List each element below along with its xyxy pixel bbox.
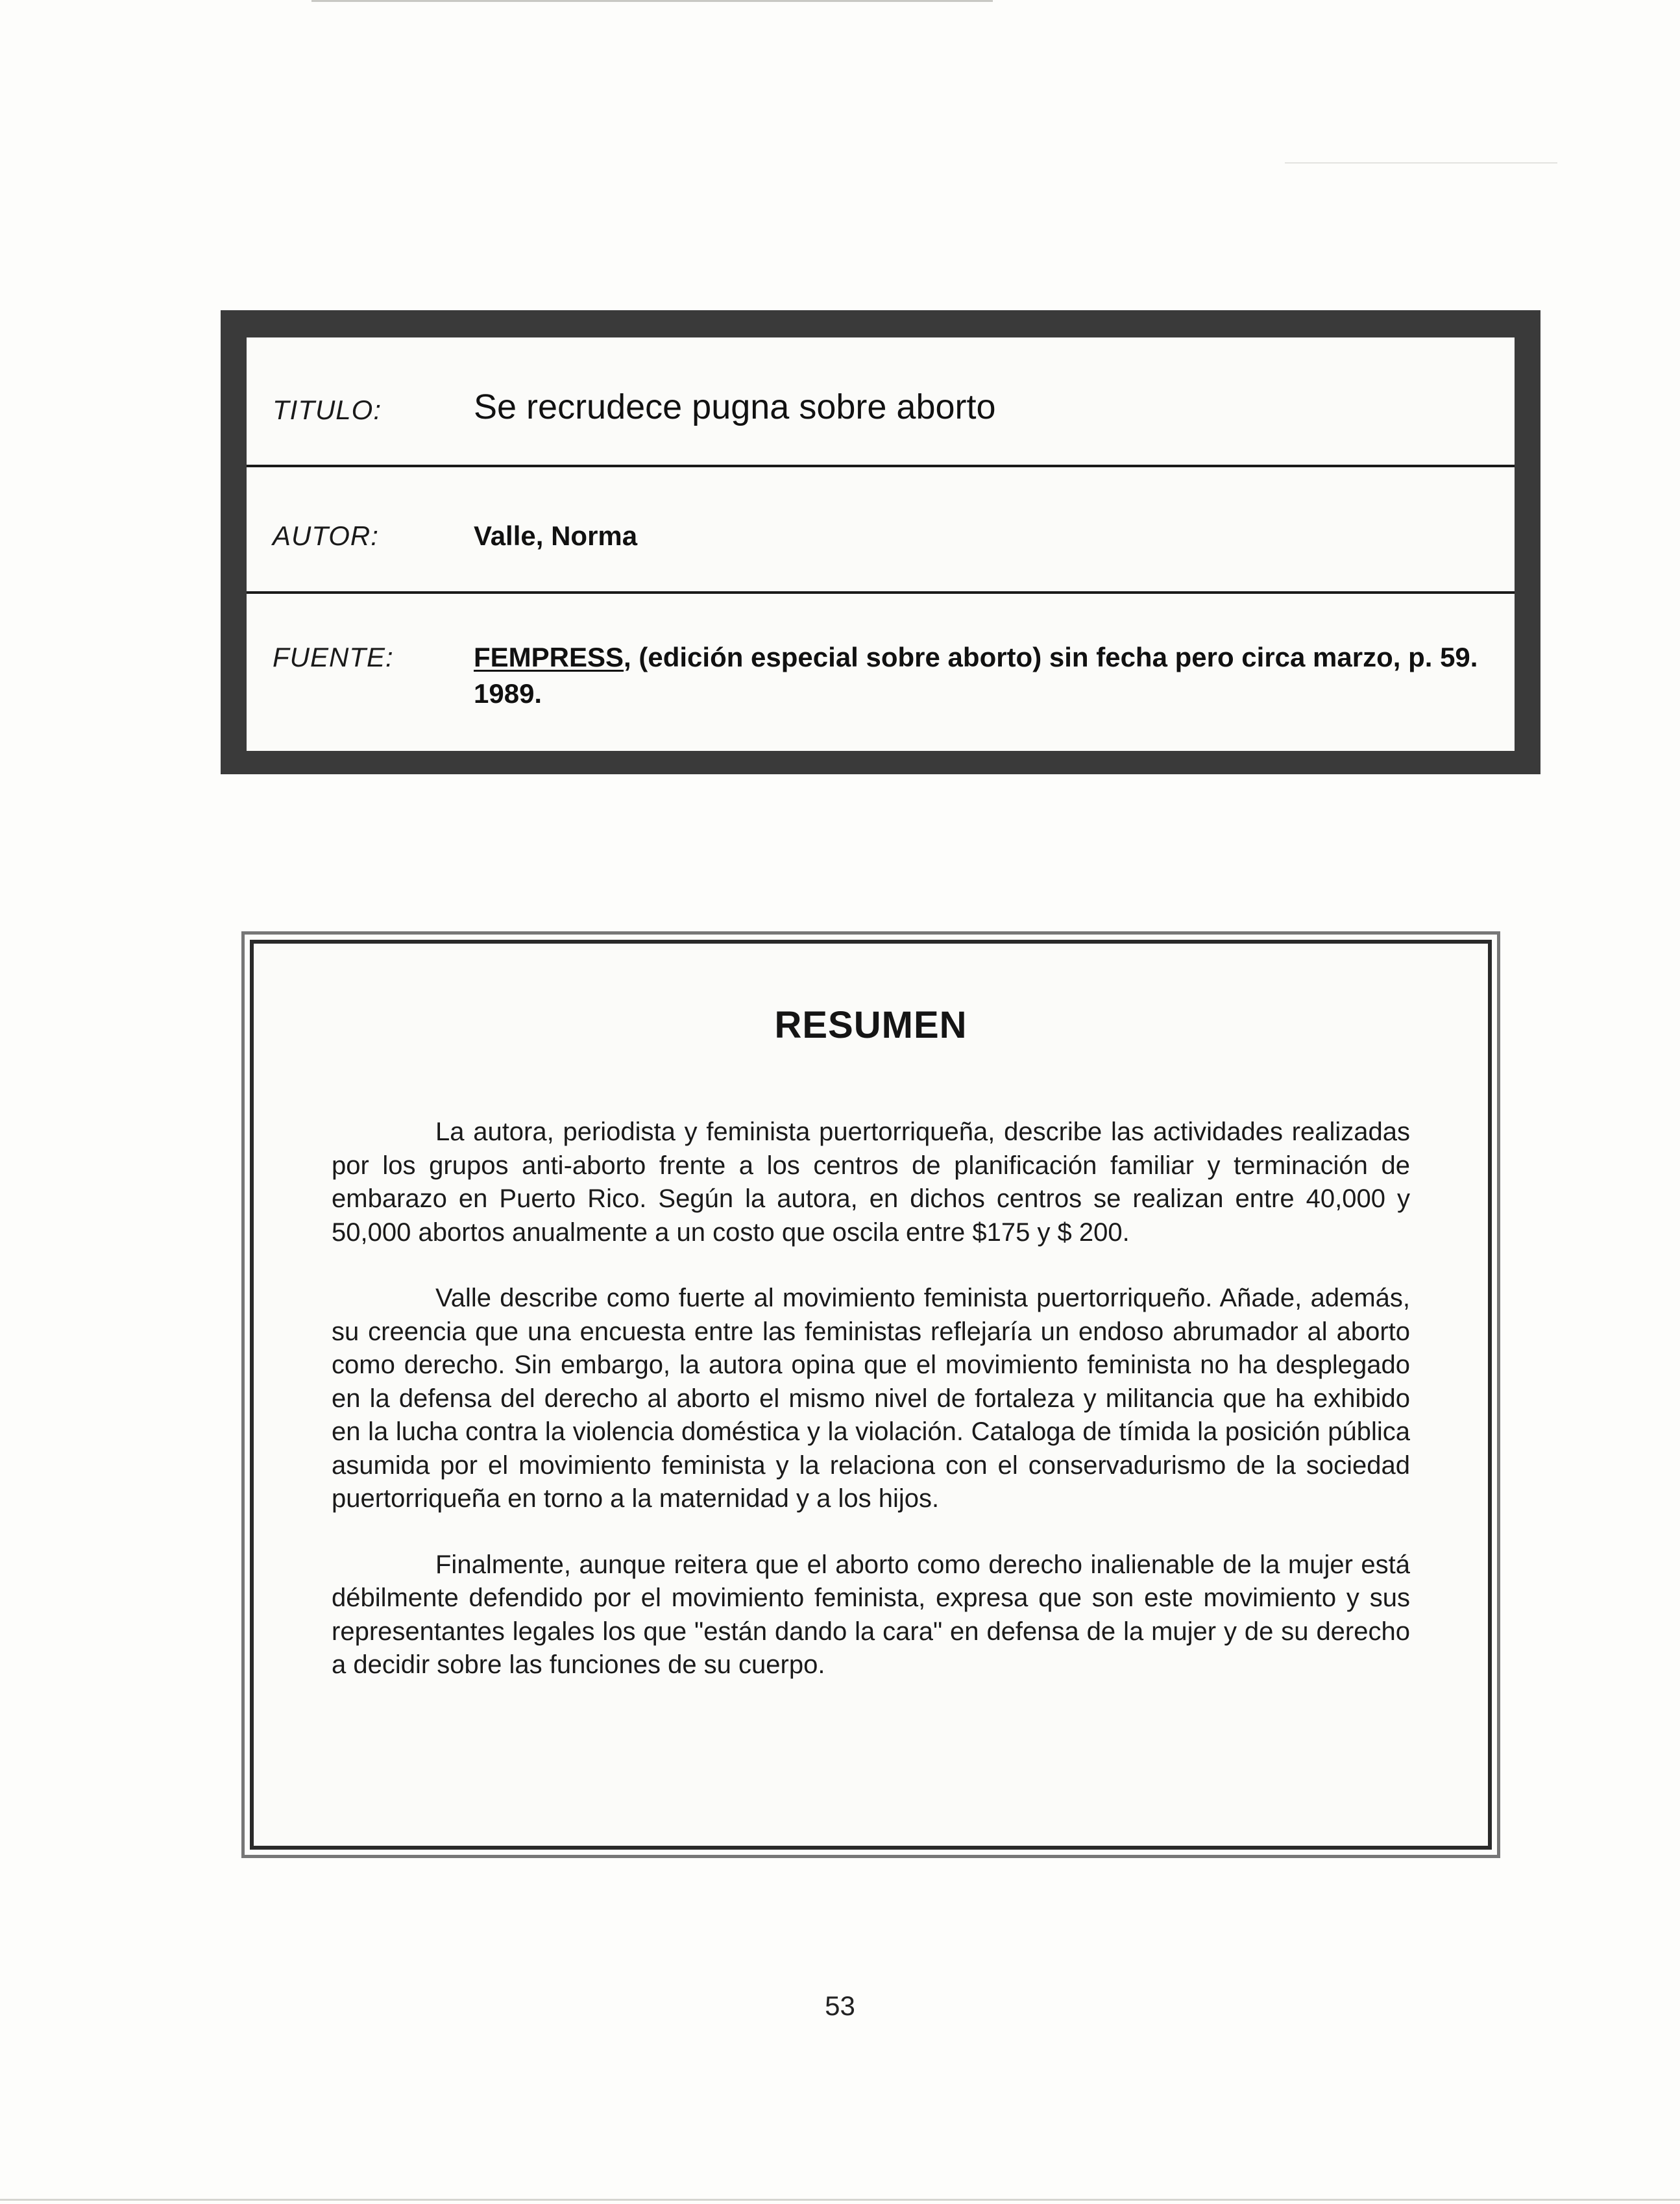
record-inner-panel bbox=[247, 337, 1515, 751]
scan-artifact-top-line bbox=[311, 0, 993, 2]
scan-artifact-right-line bbox=[1285, 162, 1557, 164]
record-row-source bbox=[247, 594, 1515, 751]
title-label: TITULO: bbox=[273, 395, 382, 425]
source-details: , (edición especial sobre aborto) sin fecha pero circa marzo, p. 59. 1989. bbox=[474, 642, 1478, 709]
record-row-author bbox=[247, 467, 1515, 594]
summary-heading: RESUMEN bbox=[774, 1004, 968, 1046]
author-label: AUTOR: bbox=[273, 520, 379, 551]
summary-box bbox=[250, 940, 1492, 1850]
summary-body bbox=[332, 1116, 1410, 1715]
author-value: Valle, Norma bbox=[474, 520, 638, 551]
summary-paragraph: Finalmente, aunque reitera que el aborto como derecho inalienable de la mujer está débilmente defendido por el movimiento feminista, expresa que son este movimiento y sus representantes legales los que "están dando la cara" en defensa de la mujer y de su derecho a decidir sobre las funciones de su cuerpo. bbox=[332, 1550, 1410, 1679]
record-row-title bbox=[247, 337, 1515, 467]
source-publication: FEMPRESS bbox=[474, 642, 624, 672]
page-number: 53 bbox=[825, 1990, 855, 2021]
source-value bbox=[474, 639, 1489, 712]
title-value: Se recrudece pugna sobre aborto bbox=[474, 387, 996, 426]
summary-paragraph: Valle describe como fuerte al movimiento feminista puertorriqueño. Añade, además, su creencia que una encuesta entre las feministas reflejaría un endoso abrumador al aborto como derecho. Sin embargo, la autora opina que el movimiento feminista no ha desplegado en la defensa del derecho al aborto el mismo nivel de fortaleza y militancia que ha exhibido en la lucha contra la violencia doméstica y la violación. Cataloga de tímida la posición pública asumida por el movimiento feminista y la relaciona con el conservadurismo de la sociedad puertorriqueña en torno a la maternidad y a los hijos. bbox=[332, 1284, 1410, 1513]
bibliographic-record-box bbox=[221, 310, 1540, 774]
summary-paragraph: La autora, periodista y feminista puertorriqueña, describe las actividades realizadas por los grupos anti-aborto frente a los centros de planificación familiar y terminación de embarazo en Puerto Rico. Según la autora, en dichos centros se realizan entre 40,000 y 50,000 abortos anualmente a un costo que oscila entre $175 y $ 200. bbox=[332, 1118, 1410, 1247]
scan-artifact-bottom-line bbox=[0, 2199, 1680, 2201]
source-label: FUENTE: bbox=[273, 642, 394, 672]
